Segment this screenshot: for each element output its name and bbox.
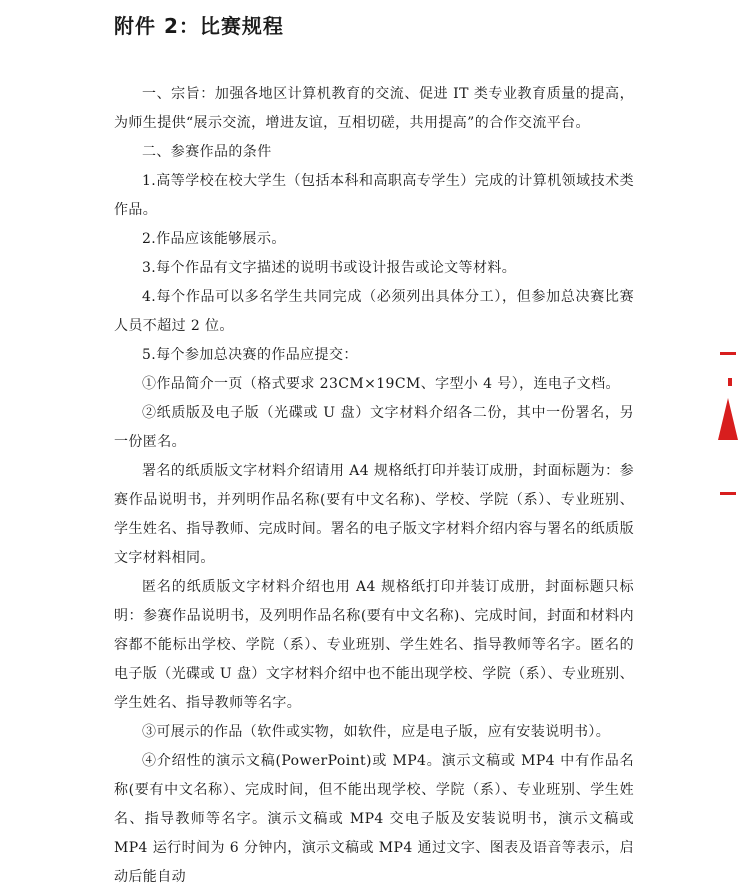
margin-stamp-mark: [728, 378, 732, 386]
paragraph-condition-4: 4.每个作品可以多名学生共同完成（必须列出具体分工），但参加总决赛比赛人员不超过 2 位。: [114, 289, 634, 334]
paragraph-condition-3: 3.每个作品有文字描述的说明书或设计报告或论文等材料。: [142, 260, 517, 276]
paragraph-section-conditions: 二、参赛作品的条件: [142, 144, 272, 160]
paragraph-signed-materials: 署名的纸质版文字材料介绍请用 A4 规格纸打印并装订成册，封面标题为：参赛作品说明书，并列明作品名称(要有中文名称)、学校、学院（系）、专业班别、学生姓名、指导教师、完成时间。署名的电子版文字材料介绍内容与署名的纸质版文字材料相同。: [114, 463, 634, 566]
paragraph-condition-5: 5.每个参加总决赛的作品应提交：: [142, 347, 358, 363]
page-title: 附件 2：比赛规程: [114, 14, 284, 38]
paragraph-anonymous-materials: 匿名的纸质版文字材料介绍也用 A4 规格纸打印并装订成册，封面标题只标明：参赛作品说明书，及列明作品名称(要有中文名称)、完成时间，封面和材料内容都不能标出学校、学院（系）、专业班别、学生姓名、指导教师等名字。匿名的电子版（光碟或 U 盘）文字材料介绍中也不能出现学校、学院（系）、专业班别、学生姓名、指导教师等名字。: [114, 579, 634, 711]
paragraph-item-3: ③可展示的作品（软件或实物，如软件，应是电子版，应有安装说明书）。: [142, 724, 611, 740]
paragraph-item-2: ②纸质版及电子版（光碟或 U 盘）文字材料介绍各二份，其中一份署名，另一份匿名。: [114, 405, 634, 450]
margin-stamp-mark: [718, 398, 738, 440]
paragraph-condition-2: 2.作品应该能够展示。: [142, 231, 286, 247]
paragraph-item-1: ①作品简介一页（格式要求 23CM×19CM、字型小 4 号），连电子文档。: [142, 376, 620, 392]
margin-stamp-mark: [720, 352, 736, 355]
paragraph-condition-1: 1.高等学校在校大学生（包括本科和高职高专学生）完成的计算机领域技术类作品。: [114, 173, 634, 218]
margin-stamp-mark: [720, 492, 736, 495]
paragraph-purpose: 一、宗旨：加强各地区计算机教育的交流、促进 IT 类专业教育质量的提高，为师生提供“展示交流，增进友谊，互相切磋，共用提高”的合作交流平台。: [114, 86, 634, 131]
document-body: [114, 80, 634, 892]
paragraph-item-4: ④介绍性的演示文稿(PowerPoint)或 MP4。演示文稿或 MP4 中有作品名称(要有中文名称）、完成时间，但不能出现学校、学院（系）、专业班别、学生姓名、指导教师等名字。演示文稿或 MP4 交电子版及安装说明书，演示文稿或 MP4 运行时间为 6 分钟内，演示文稿或 MP4 通过文字、图表及语音等表示，启动后能自动: [114, 753, 634, 885]
